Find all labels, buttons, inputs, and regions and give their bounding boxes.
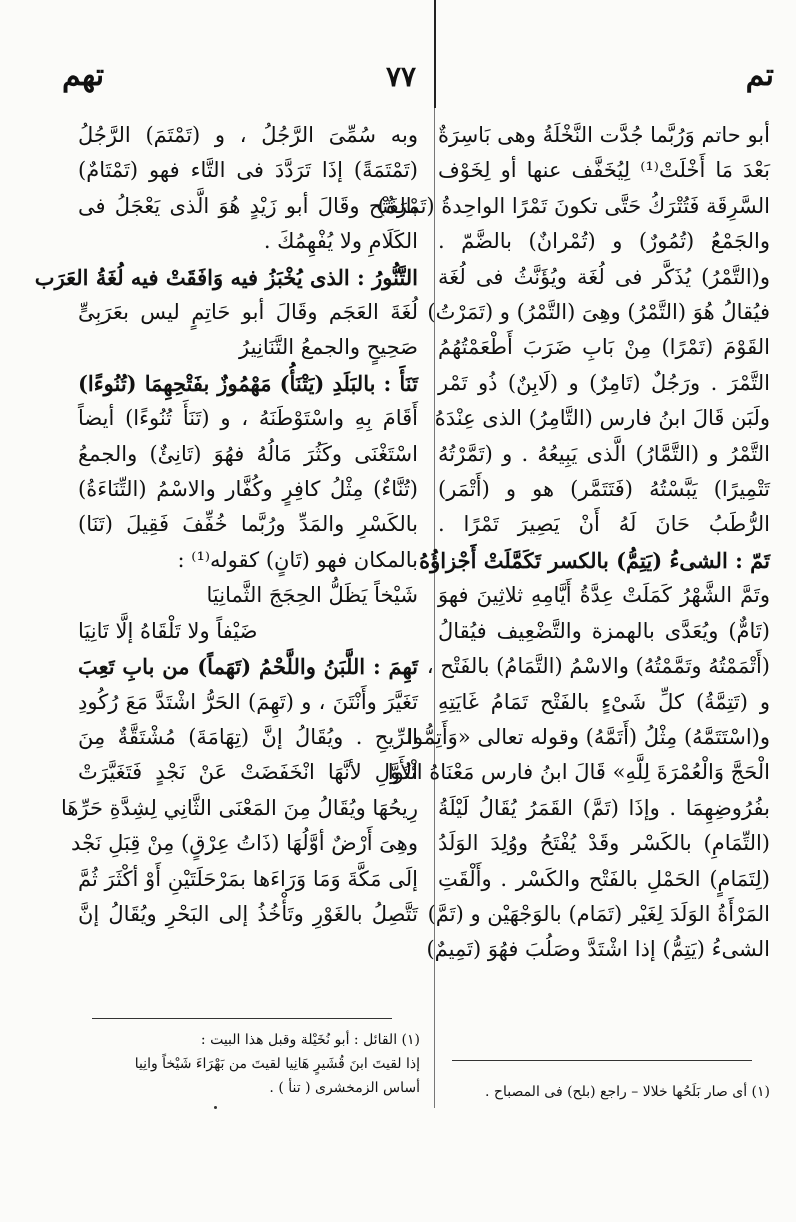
- text-line: إلَى مَكَّةَ وَمَا وَرَاءَها بمَرْحَلَتَيْنِ أَوْ أكْثَرَ ثُمَّ: [78, 866, 418, 891]
- text-line: (تَامٌّ) ويُعَدَّى بالهمزة والتَّضْعِيف فيُقالُ: [438, 618, 770, 643]
- text-line: و(اسْتَتَمَّهُ) مِثْلُ (أَتَمَّهُ) وقوله تعالى «وَأَتِمُّوا: [407, 724, 770, 749]
- text-line: (تُنَّاءٌ) مِثْلُ كافِرٍ وكُفَّار والاسْمُ (التِّنَاءَةُ): [78, 477, 418, 502]
- running-head-right: تم: [745, 58, 774, 93]
- left-column: [34, 118, 418, 932]
- text-line: التَّمْرُ و (التَّمَّارُ) الَّذى يَبِيعُهُ . و (تَمَّرْتُهُ: [438, 441, 770, 466]
- text-line: بالكَسْرِ والمَدِّ ورُبَّما خُفِّفَ فَقِيلَ (تَنَا): [78, 512, 418, 537]
- footnote-left: [134, 1028, 420, 1100]
- text-line: أبو حاتم وَرُبَّما جُدَّت النَّخْلَةُ وهى بَاسِرَةٌ: [438, 123, 770, 147]
- text-line: تَغَيَّرَ وأَنْتَنَ ، و (تَهِمَ) الحَرُّ اشْتَدَّ مَعَ رُكُودِ: [78, 689, 418, 714]
- page-number: ٧٧: [386, 60, 417, 93]
- text-line: اسْتَغْنَى وكَثُرَ مَالُهُ فهُوَ (تَانِئٌ) والجمعُ: [78, 441, 418, 466]
- text-line: بَعْدَ مَا أَخْلَتْ⁽¹⁾ لِيُخَفَّف عنها أو لِخَوْف: [438, 158, 770, 183]
- text-line: الكَلَامِ ولا يُفْهِمُكَ .: [263, 229, 418, 254]
- text-line: والجَمْعُ (تُمُورٌ) و (تُمْرانٌ) بالضَّمّ .: [438, 229, 770, 254]
- text-line: الرِّيحِ . ويُقَالُ إنَّ (تِهَامَةَ) مُشْتَقَّةٌ مِنَ: [78, 724, 418, 749]
- text-line: أَقَامَ بِهِ واسْتَوْطَنَهُ ، و (تَنَأَ تُنُوءًا) أيضاً: [78, 406, 418, 431]
- text-line: و(التَّمْرُ) يُذَكَّر فى لُغَة ويُؤَنَّثُ فى لُغَة: [438, 264, 770, 289]
- print-speck: [214, 1106, 217, 1109]
- text-line: السَّرِقَة فَتُتْرَكُ حَتَّى تكونَ تَمْرًا الواحِدةُ (تَمْرَةٌ): [377, 193, 770, 218]
- text-line: (تَمْتَمَةً) إذَا تَرَدَّدَ فى التَّاء فهو (تَمْتَامٌ): [78, 158, 418, 183]
- text-line: وتَمَّ الشَّهْرُ كَمَلَتْ عِدَّةُ أَيَّامِهِ ثلاثِينَ فهوَ: [438, 583, 770, 608]
- text-line: القَوْمَ (تَمْرًا) مِنْ بَابِ ضَرَبَ أَطْعَمْتُهُمُ: [438, 335, 770, 360]
- footnote-line: أساس الزمخشرى ( تنأ ) .: [269, 1080, 420, 1096]
- entry-heading-line: تَهِمَ : اللَّبَنُ واللَّحْمُ (تَهَماً) من بابِ تَعِبَ: [78, 654, 418, 680]
- text-line: وبه سُمِّىَ الرَّجُلُ ، و (تَمْتَمَ) الرَّجُلُ: [78, 123, 418, 147]
- text-line: الْحَجَّ وَالْعُمْرَةَ لِلَّهِ» قَالَ ابنُ فارس مَعْنَاهُ ائْتُوا: [387, 760, 770, 785]
- text-line: (التِّمَامِ) بالكَسْر وقَدْ يُفْتَحُ ووُلِدَ الوَلَدُ: [438, 831, 770, 856]
- text-line: بالمكان فهو (تَانٍ) كقوله⁽¹⁾ :: [177, 547, 418, 572]
- text-line: الأَوَّلِ لأنَّهَا انْخَفَضَتْ عَنْ نَجْدٍ فَتَغَيَّرَتْ: [78, 760, 418, 785]
- right-column: [377, 118, 770, 968]
- text-line: و (تَتِمَّةُ) كلِّ شَىْءٍ بالفَتْح تَمَامُ غَايَتِهِ: [438, 689, 770, 714]
- footnote-right: (١) أى صار بَلَحُها خلالا – راجع (بلح) فى المصباح .: [485, 1084, 770, 1100]
- text-line: المَرْأَةُ الوَلَدَ لِغَيْر (تَمَام) بالوَجْهَيْن و (تَمَّ): [427, 901, 770, 926]
- entry-heading-line: تَمّ : الشىءُ (يَتِمُّ) بالكسر تَكَمَّلَتْ أَجْزاؤُهُ: [419, 547, 770, 573]
- footnote-rule-left: [92, 1018, 392, 1019]
- text-line: الرُّطَبُ حَانَ لَهُ أَنْ يَصِيرَ تَمْرًا .: [438, 512, 770, 537]
- footnote-line: (١) القائل : أبو نُخَيْلة وقبل هذا البيت :: [200, 1032, 420, 1048]
- text-line: (لِتَمَامٍ) الحَمْلِ بالفَتْح والكَسْر . وأَلْقَتِ: [438, 866, 770, 891]
- text-line: تَتَّصِلُ بالغَوْرِ وتَأْخُذُ إلى البَحْرِ ويُقَالُ إنَّ: [78, 901, 418, 926]
- text-line: فيُقالُ هُوَ (التَّمْرُ) وهِىَ (التَّمْرُ) و (تَمَرْتُ): [427, 300, 770, 325]
- text-line: الشىءُ (يَتِمُّ) إذا اشْتَدَّ وصَلُبَ فهُوَ (تَمِيمٌ): [426, 937, 770, 962]
- text-line: (أَتْمَمْتُهُ وتَمَّمْتُهُ) والاسْمُ (التَّمَامُ) بالفَتْح ،: [426, 654, 770, 679]
- text-line: صَحِيحٍ والجمعُ التَّنَانِيرُ: [239, 335, 418, 360]
- text-line: رِيحُهَا ويُقَالُ مِنَ المَعْنَى الثَّانِي لِشِدَّةِ حَرِّهَا: [60, 795, 418, 820]
- text-line: بفُرُوضِهِمَا . وإذَا (تَمَّ) القَمَرُ يُقَالُ لَيْلَةُ: [438, 795, 770, 820]
- text-line: تَتْمِيرًا) يَبَّسْتُهُ (فَتَتَمَّر) هو و (أَتْمَر): [438, 477, 770, 502]
- text-line: ولَبَن قَالَ ابنُ فارس (التَّامِرُ) الذى عِنْدَهُ: [434, 406, 770, 431]
- running-head-left: تهم: [62, 58, 105, 93]
- text-line: بالفَتْح وقَالَ أبو زَيْدٍ هُوَ الَّذى يَعْجَلُ فى: [78, 193, 418, 218]
- text-line: لُغَةَ العَجَم وقَالَ أبو حَاتِمٍ ليس بعَرَبِىٍّ: [78, 300, 418, 325]
- entry-heading-line: التَّنُّورُ : الذى يُخْبَزُ فيه وَافَقَتْ فيه لُغَةُ العَرَب: [34, 264, 418, 290]
- footnote-verse: إذا لقيتَ ابنَ قُشَيرٍ هَانِيا لقيتَ من بَهْرَاءَ شَيْخاً وانِيا: [134, 1056, 420, 1072]
- entry-heading-line: تَنَأَ : بالبَلَدِ (يَتْنَأُ) مَهْمُوزٌ بفَتْحِهِمَا (تُنُوءًا): [78, 370, 418, 396]
- footnote-rule-right: [452, 1060, 752, 1061]
- column-divider-top: [434, 0, 436, 108]
- verse-line: ضَيْفاً ولا تَلْقَاهُ إلَّا تَانِيَا: [78, 618, 258, 643]
- verse-line: شَيْخاً يَظَلُّ الحِجَجَ الثَّمانِيَا: [206, 583, 418, 608]
- text-line: وهِىَ أَرْضٌ أوَّلُهَا (ذَاتُ عِرْقٍ) مِنْ قِبَلِ نَجْد: [71, 831, 418, 856]
- text-line: التَّمْرَ . ورَجُلٌ (تَامِرٌ) و (لَابِنٌ) ذُو تَمْر: [438, 370, 770, 395]
